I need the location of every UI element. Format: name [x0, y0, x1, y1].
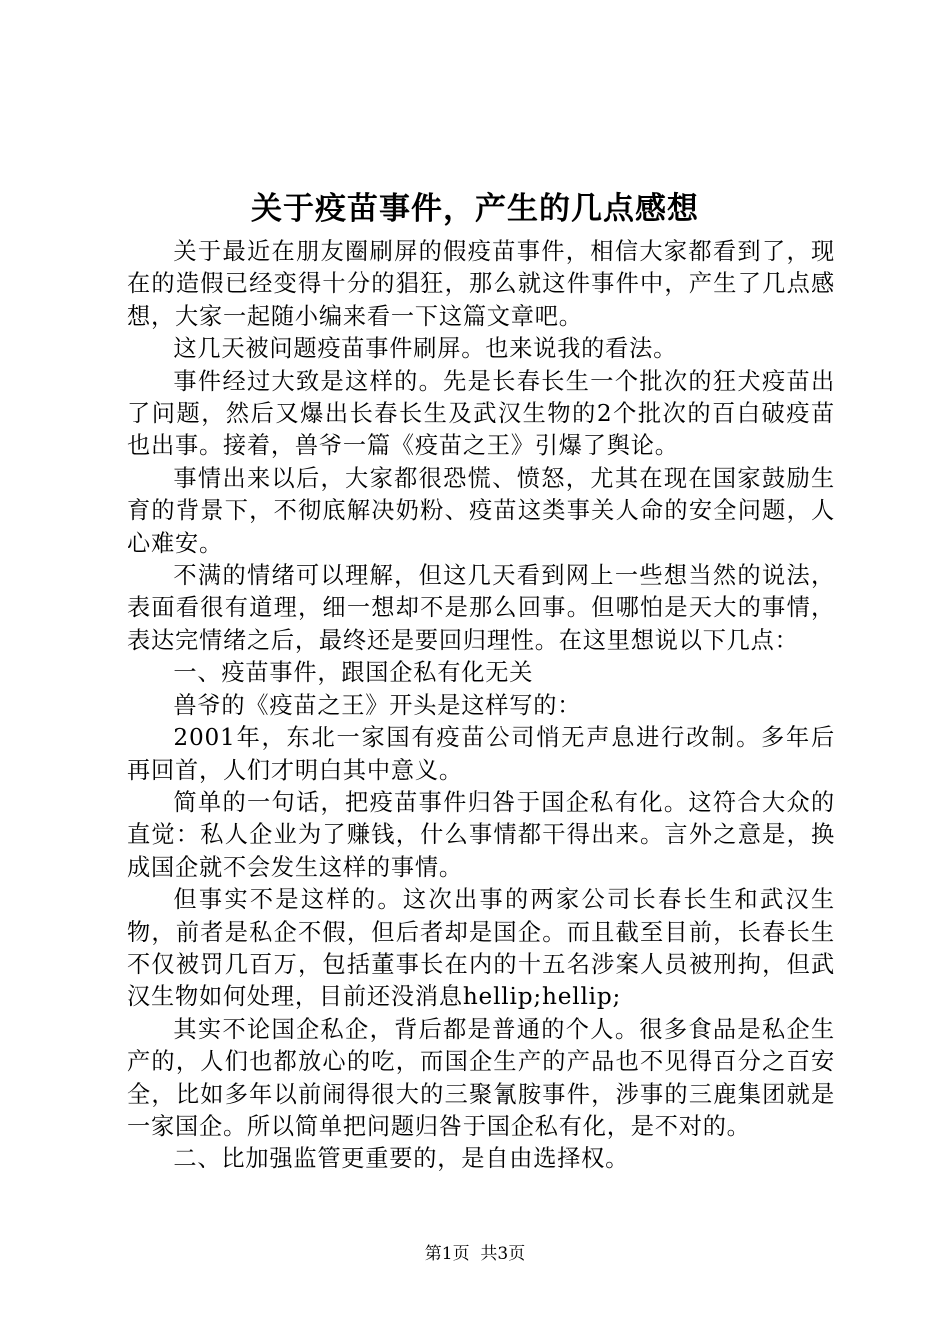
- document-title: 关于疫苗事件，产生的几点感想: [251, 191, 699, 227]
- quote-paragraph: 2001年，东北一家国有疫苗公司悄无声息进行改制。多年后再回首，人们才明白其中意义。: [127, 724, 835, 784]
- paragraph: 事件经过大致是这样的。先是长春长生一个批次的狂犬疫苗出了问题，然后又爆出长春长生及武汉生物的2个批次的百白破疫苗也出事。接着，兽爷一篇《疫苗之王》引爆了舆论。: [127, 367, 835, 460]
- paragraph: 事情出来以后，大家都很恐慌、愤怒，尤其在现在国家鼓励生育的背景下，不彻底解决奶粉、疫苗这类事关人命的安全问题，人心难安。: [127, 464, 835, 557]
- paragraph: 其实不论国企私企，背后都是普通的个人。很多食品是私企生产的，人们也都放心的吃，而国企生产的产品也不见得百分之百安全，比如多年以前闹得很大的三聚氰胺事件，涉事的三鹿集团就是一家国企。所以简单把问题归咎于国企私有化，是不对的。: [127, 1015, 835, 1140]
- paragraph: 兽爷的《疫苗之王》开头是这样写的：: [173, 691, 582, 719]
- section-heading-2: 二、比加强监管更重要的，是自由选择权。: [173, 1145, 630, 1173]
- document-body: [127, 236, 835, 1176]
- paragraph: 简单的一句话，把疫苗事件归咎于国企私有化。这符合大众的直觉：私人企业为了赚钱，什么事情都干得出来。言外之意是，换成国企就不会发生这样的事情。: [127, 788, 835, 881]
- paragraph: 不满的情绪可以理解，但这几天看到网上一些想当然的说法，表面看很有道理，细一想却不是那么回事。但哪怕是天大的事情，表达完情绪之后，最终还是要回归理性。在这里想说以下几点：: [127, 562, 835, 654]
- section-heading-1: 一、疫苗事件，跟国企私有化无关: [173, 659, 534, 687]
- paragraph-intro: 关于最近在朋友圈刷屏的假疫苗事件，相信大家都看到了，现在的造假已经变得十分的猖狂，那么就这件事件中，产生了几点感想，大家一起随小编来看一下这篇文章吧。: [127, 238, 835, 330]
- paragraph: 但事实不是这样的。这次出事的两家公司长春长生和武汉生物，前者是私企不假，但后者却是国企。而且截至目前，长春长生不仅被罚几百万，包括董事长在内的十五名涉案人员被刑拘，但武汉生物如何处理，目前还没消息hellip;hellip;: [127, 886, 835, 1011]
- page-number-footer: 第1页 共3页: [424, 1244, 526, 1264]
- paragraph: 这几天被问题疫苗事件刷屏。也来说我的看法。: [173, 335, 678, 363]
